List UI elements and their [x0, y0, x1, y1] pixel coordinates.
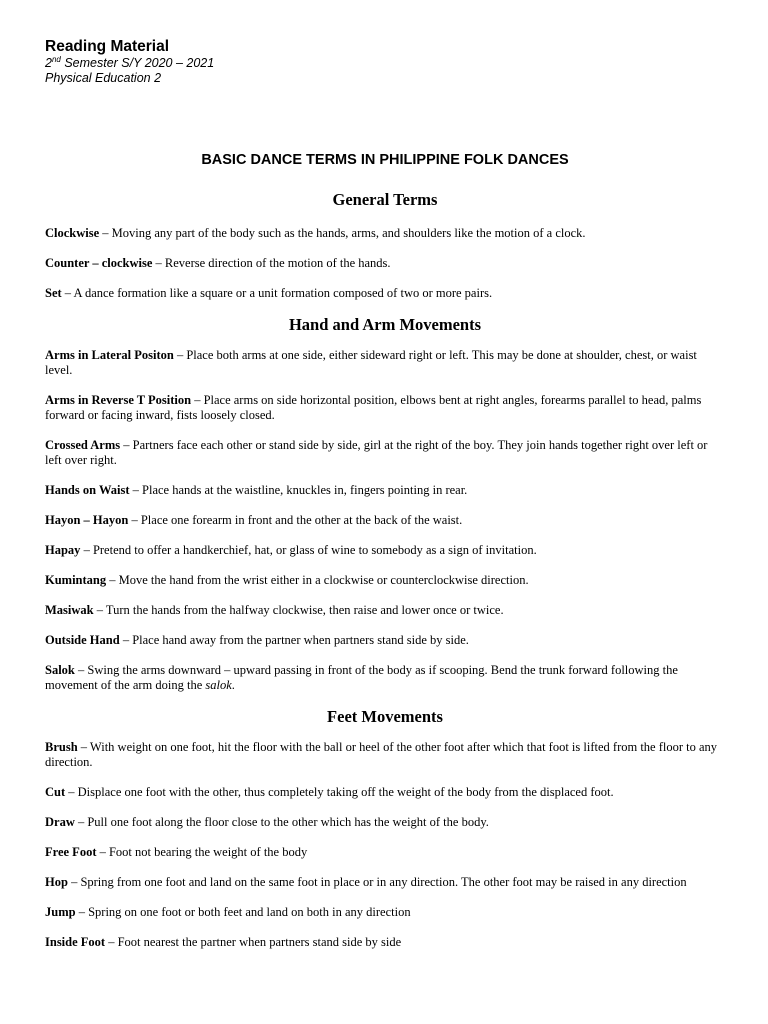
term-name: Arms in Reverse T Position — [45, 393, 192, 407]
term-name: Cut — [45, 785, 66, 799]
term-definition: – Place one forearm in front and the other at the back of the waist. — [128, 513, 463, 527]
term-name: Draw — [45, 815, 75, 829]
term-entry — [45, 815, 725, 830]
header-semester — [45, 56, 725, 71]
term-entry — [45, 393, 725, 423]
term-entry — [45, 226, 725, 241]
term-entry — [45, 483, 725, 498]
section-title-hand-arm: Hand and Arm Movements — [288, 315, 482, 334]
term-name: Masiwak — [45, 603, 94, 617]
term-definition: – Place hands at the waistline, knuckles in, fingers pointing in rear. — [129, 483, 468, 497]
term-definition: – Swing the arms downward – upward passing in front of the body as if scooping. Bend the trunk forward following the movement of the arm doing the — [45, 663, 678, 692]
term-definition: – Spring on one foot or both feet and land on both in any direction — [75, 905, 411, 919]
section-title-general: General Terms — [332, 190, 438, 209]
term-name: Hands on Waist — [45, 483, 130, 497]
term-entry — [45, 348, 725, 378]
term-italic: salok — [205, 678, 232, 692]
term-definition: – Place arms on side horizontal position, elbows bent at right angles, forearms parallel to head, palms forward or facing inward, fists loosely closed. — [45, 393, 702, 422]
term-entry — [45, 633, 725, 648]
term-name: Kumintang — [45, 573, 107, 587]
term-definition: – Turn the hands from the halfway clockwise, then raise and lower once or twice. — [93, 603, 504, 617]
term-entry — [45, 573, 725, 588]
term-definition: – Reverse direction of the motion of the hands. — [152, 256, 391, 270]
term-name: Outside Hand — [45, 633, 120, 647]
semester-number: 2 — [45, 56, 52, 70]
term-entry — [45, 256, 725, 271]
term-definition: – Moving any part of the body such as the hands, arms, and shoulders like the motion of a clock. — [99, 226, 586, 240]
term-entry — [45, 905, 725, 920]
term-definition: – With weight on one foot, hit the floor with the ball or heel of the other foot after which that foot is lifted from the floor to any direction. — [45, 740, 718, 769]
term-entry — [45, 875, 725, 890]
term-definition: – Place hand away from the partner when partners stand side by side. — [119, 633, 469, 647]
term-name: Hayon – Hayon — [45, 513, 129, 527]
term-name: Crossed Arms — [45, 438, 121, 452]
term-entry — [45, 740, 725, 770]
term-name: Counter – clockwise — [45, 256, 153, 270]
term-definition: – Pretend to offer a handkerchief, hat, or glass of wine to somebody as a sign of invitation. — [80, 543, 537, 557]
term-entry — [45, 286, 725, 301]
term-name: Set — [45, 286, 62, 300]
term-name: Brush — [45, 740, 78, 754]
term-entry — [45, 663, 725, 693]
term-name: Hop — [45, 875, 68, 889]
term-definition: – A dance formation like a square or a unit formation composed of two or more pairs. — [61, 286, 493, 300]
document-title: BASIC DANCE TERMS IN PHILIPPINE FOLK DANCES — [201, 152, 569, 168]
term-definition: – Move the hand from the wrist either in a clockwise or counterclockwise direction. — [106, 573, 529, 587]
term-definition: – Partners face each other or stand side by side, girl at the right of the boy. They join hands together right over left or left over right. — [45, 438, 708, 467]
term-name: Arms in Lateral Positon — [45, 348, 174, 362]
term-name: Clockwise — [45, 226, 100, 240]
semester-text: Semester S/Y 2020 – 2021 — [60, 56, 215, 70]
term-definition: – Foot not bearing the weight of the body — [96, 845, 308, 859]
header-course: Physical Education 2 — [45, 71, 162, 85]
document-page — [45, 38, 725, 950]
term-name: Jump — [45, 905, 76, 919]
term-entry — [45, 513, 725, 528]
term-definition: – Displace one foot with the other, thus completely taking off the weight of the body from the displaced foot. — [65, 785, 614, 799]
term-definition: – Pull one foot along the floor close to the other which has the weight of the body. — [74, 815, 489, 829]
term-definition-end: . — [231, 678, 235, 692]
semester-ordinal: nd — [51, 54, 61, 64]
term-entry — [45, 785, 725, 800]
term-name: Inside Foot — [45, 935, 106, 949]
term-entry — [45, 603, 725, 618]
term-entry — [45, 935, 725, 950]
section-title-feet: Feet Movements — [327, 707, 443, 726]
term-definition: – Spring from one foot and land on the same foot in place or in any direction. The other foot may be raised in any direction — [67, 875, 687, 889]
term-entry — [45, 845, 725, 860]
term-definition: – Foot nearest the partner when partners stand side by side — [105, 935, 402, 949]
term-name: Free Foot — [45, 845, 97, 859]
term-definition: – Place both arms at one side, either sideward right or left. This may be done at shoulder, chest, or waist level. — [45, 348, 697, 377]
term-entry — [45, 543, 725, 558]
term-entry — [45, 438, 725, 468]
header-title: Reading Material — [45, 38, 170, 55]
term-name: Hapay — [45, 543, 81, 557]
term-name: Salok — [45, 663, 75, 677]
